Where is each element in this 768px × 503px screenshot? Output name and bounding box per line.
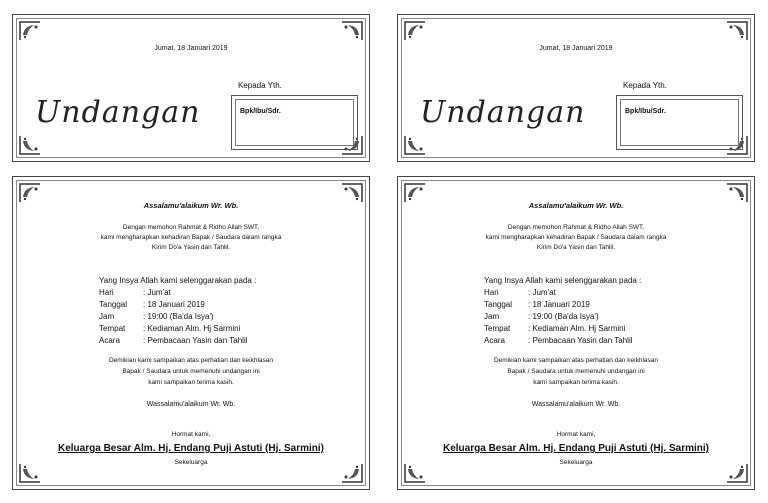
closing-greeting: Wassalamu'alaikum Wr. Wb. [531,401,621,408]
agenda-label: Jam [484,312,500,321]
corner-ornament-icon [18,20,44,42]
address-box [231,95,358,150]
agenda-value: : Jum'at [528,288,556,297]
agenda-row [99,335,256,347]
corner-ornament-icon [403,134,429,156]
intro-line: Dengan memohon Rahmat & Ridho Allah SWT, [507,224,645,231]
agenda-row [99,323,256,335]
corner-ornament-icon [338,20,364,42]
agenda-label: Tempat [99,324,126,333]
agenda-value: : 18 Januari 2019 [528,300,590,309]
agenda-label: Tempat [484,324,511,333]
cover-card-left [12,14,370,162]
intro-line: kami mengharapkan kehadiran Bapak / Saudara dalam rangka [100,234,282,241]
agenda-row [484,335,641,347]
agenda-value: : Pembacaan Yasin dan Tahlil [528,336,633,345]
closing-line: Bapak / Saudara untuk memenuhi undangan ini [507,368,645,375]
cover-title: Undangan [35,95,201,130]
agenda [99,275,256,347]
address-label: Bpk/Ibu/Sdr. [240,108,281,115]
greeting: Assalamu'alaikum Wr. Wb. [528,201,624,210]
agenda-label: Jam [99,312,115,321]
agenda-value: : Jum'at [143,288,171,297]
invitation-card-right [397,176,755,490]
closing-line: kami sampaikan terima kasih. [533,379,619,386]
family-name: Keluarga Besar Alm. Hj. Endang Puji Astuti (Hj. Sarmini) [443,443,709,454]
closing-line: Demikian kami sampaikan atas perhatian dan keikhlasan [493,357,659,364]
agenda-label: Hari [484,288,499,297]
to-label: Kepada Yth. [238,81,282,90]
intro-line: Dengan memohon Rahmat & Ridho Allah SWT, [122,224,260,231]
corner-ornament-icon [18,134,44,156]
greeting: Assalamu'alaikum Wr. Wb. [143,201,239,210]
address-label: Bpk/Ibu/Sdr. [625,108,666,115]
closing-line: Demikian kami sampaikan atas perhatian dan keikhlasan [108,357,274,364]
agenda-value: : 19:00 (Ba'da Isya') [143,312,214,321]
agenda [484,275,641,347]
agenda-value: : Pembacaan Yasin dan Tahlil [143,336,248,345]
agenda-row [99,311,256,323]
cover-date: Jumat, 18 Januari 2019 [154,45,228,52]
closing-paragraph [13,355,369,388]
closing-paragraph [398,355,754,388]
agenda-value: : Kediaman Alm. Hj Sarmini [143,324,241,333]
agenda-row [484,323,641,335]
corner-ornament-icon [403,20,429,42]
agenda-row [99,299,256,311]
agenda-row [484,311,641,323]
agenda-value: : Kediaman Alm. Hj Sarmini [528,324,626,333]
cover-date: Jumat, 18 Januari 2019 [539,45,613,52]
agenda-label: Hari [99,288,114,297]
agenda-intro: Yang Insya Allah kami selenggarakan pada : [99,276,257,285]
family-name: Keluarga Besar Alm. Hj. Endang Puji Astuti (Hj. Sarmini) [58,443,324,454]
agenda-row [99,287,256,299]
agenda-value: : 19:00 (Ba'da Isya') [528,312,599,321]
family-suffix: Sekeluarga [559,459,593,466]
intro-line: Kirim Do'a Yasin dan Tahlil. [536,244,616,251]
agenda-label: Acara [484,336,505,345]
family-suffix: Sekeluarga [174,459,208,466]
agenda-row [484,287,641,299]
agenda-label: Acara [99,336,120,345]
address-box [616,95,743,150]
closing-line: Bapak / Saudara untuk memenuhi undangan ini [122,368,260,375]
regards: Hormat kami, [171,431,211,438]
cover-title: Undangan [420,95,586,130]
intro-paragraph [13,223,369,253]
invitation-card-left [12,176,370,490]
agenda-value: : 18 Januari 2019 [143,300,205,309]
intro-line: Kirim Do'a Yasin dan Tahlil. [151,244,231,251]
intro-line: kami mengharapkan kehadiran Bapak / Saudara dalam rangka [485,234,667,241]
to-label: Kepada Yth. [623,81,667,90]
closing-line: kami sampaikan terima kasih. [148,379,234,386]
agenda-row [484,299,641,311]
agenda-label: Tanggal [99,300,128,309]
agenda-intro: Yang Insya Allah kami selenggarakan pada : [484,276,642,285]
agenda-label: Tanggal [484,300,513,309]
intro-paragraph [398,223,754,253]
cover-card-right [397,14,755,162]
closing-greeting: Wassalamu'alaikum Wr. Wb. [146,401,236,408]
corner-ornament-icon [723,20,749,42]
regards: Hormat kami, [556,431,596,438]
